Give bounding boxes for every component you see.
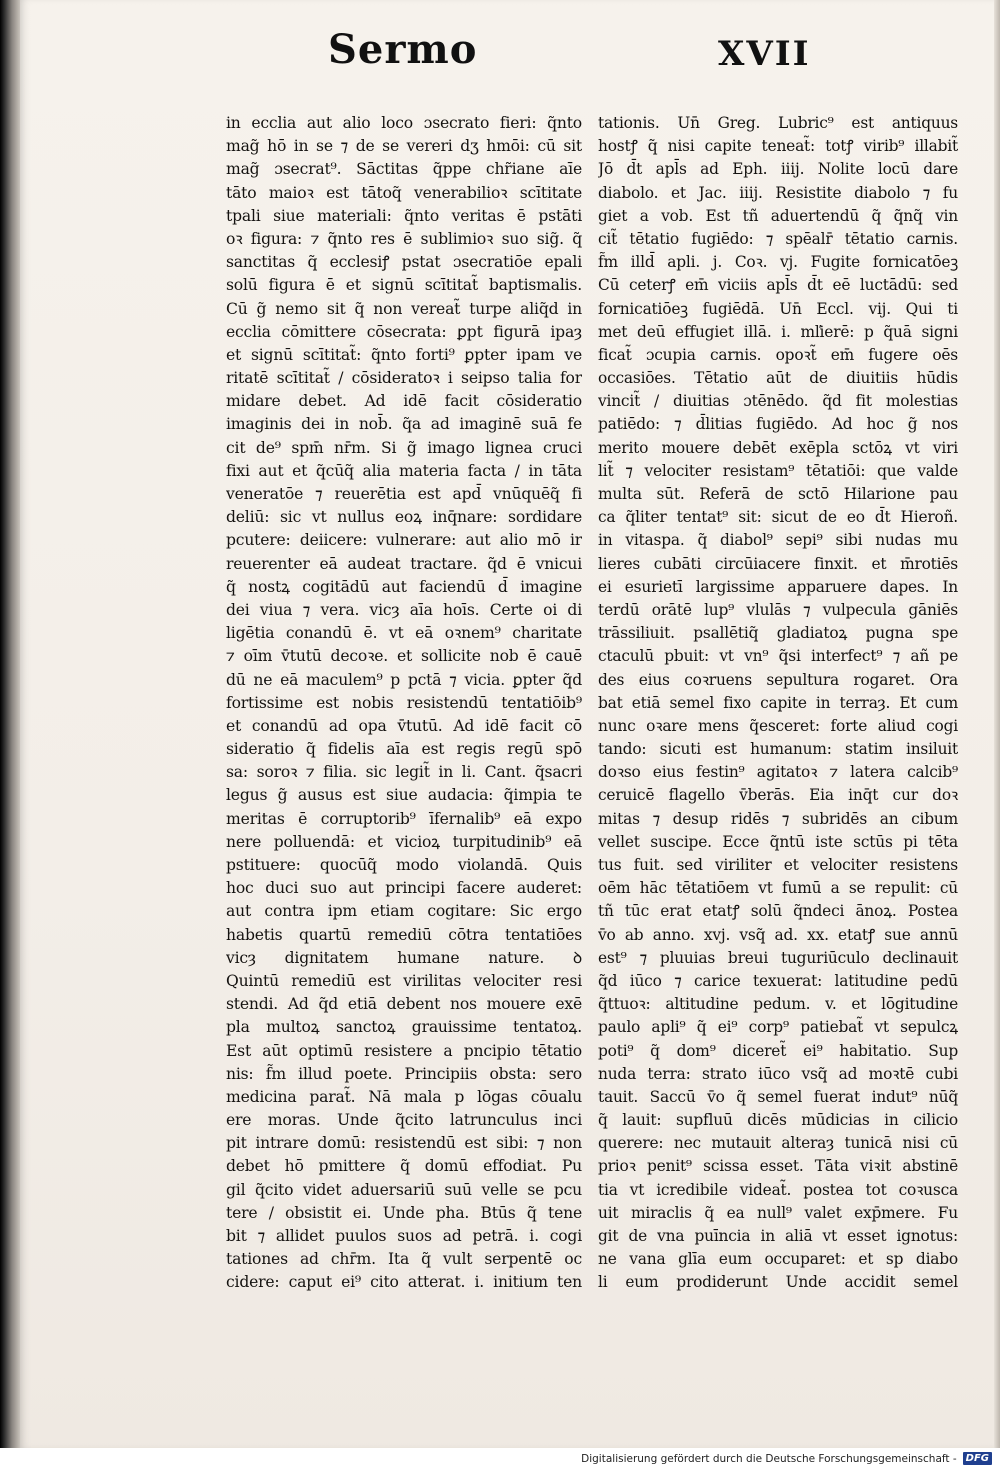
text-line: bit ⁊ allidet puulos suos ad petrā. i. cogi (226, 1227, 582, 1245)
text-line: nis: f̃m illud poete. Principiis obsta: sero (226, 1064, 582, 1083)
text-line: habetis quartū remediū cōtra tentatiōes (226, 925, 582, 944)
text-line: cit de⁹ spm̄ nr̄m. Si g̃ imago lignea cruci (226, 438, 582, 457)
dfg-logo: DFG (963, 1452, 992, 1465)
text-line: doꝛso eius festin⁹ agitatoꝛ ⁊ latera calcib⁹ (598, 763, 958, 782)
text-line: q̃ nostꝝ cogitādū aut faciendū d̄ imagine (226, 577, 582, 596)
text-line: tñ tūc erat etatꝭ solū q̃ndeci ānoꝝ. Postea (598, 902, 958, 921)
text-line: tus fuit. sed viriliter et velociter resistens (598, 856, 958, 874)
credit-text: Digitalisierung gefördert durch die Deutsche Forschungsgemeinschaft - (581, 1452, 957, 1465)
text-line: ca q̃liter tentat⁹ sit: sicut de eo d̄t Hieroñ. (598, 508, 958, 527)
text-line: tationis. Un̄ Greg. Lubric⁹ est antiquus (598, 114, 958, 132)
text-line: mitas ⁊ desup ridēs ⁊ subridēs an cibum (598, 809, 958, 828)
text-line: debet hō pmittere q̃ domū effodiat. Pu (226, 1157, 582, 1176)
scan-right-edge (994, 0, 1000, 1450)
text-line: gil q̃cito videt aduersariū suū velle se pcu (226, 1180, 582, 1199)
text-line: solū figura ē et signū scītitat̃ baptismalis. (226, 276, 582, 295)
text-line: Est aūt optimū resistere a pncipio tētatio (226, 1041, 582, 1060)
text-line: medicina parat̃. Nā mala p lōgas cōualu (226, 1087, 582, 1106)
text-line: fortissime est nobis resistendū tentatiōib⁹ (226, 693, 582, 712)
text-line: oēm hāc tētatiōem vt fumū a se repulit: cū (598, 879, 958, 898)
text-line: stendi. Ad q̃d etiā debent nos mouere exē (226, 995, 582, 1014)
text-line: cidere: caput ei⁹ cito atterat. i. initium ten (226, 1273, 582, 1292)
text-line: imaginis dei in nob̄. q̃a ad imaginē suā fe (226, 415, 582, 434)
text-line: sanctitas q̃ ecclesiꝭ pstat ɔsecratiōe epali (226, 253, 582, 272)
text-line: poti⁹ q̃ dom⁹ diceret̃ ei⁹ habitatio. Sup (598, 1041, 958, 1060)
text-line: git de vna puīncia in aliā vt esset ignotus: (598, 1227, 958, 1245)
text-line: diabolo. et Jac. iiij. Resistite diabolo ⁊ fu (598, 183, 958, 202)
text-line: trāssiliuit. psallētiq̃ gladiatoꝝ pugna spe (598, 624, 958, 643)
text-line: mag̃ ɔsecrat⁹. Sāctitas q̃ppe chr̃iane aīe (226, 160, 582, 179)
text-line: mag̃ hō in se ⁊ de se vereri dʒ hmōi: cū sit (226, 137, 582, 156)
text-line: tere / obsistit ei. Unde pha. Btūs q̃ tene (226, 1203, 582, 1222)
text-line: querere: nec mutauit alteraȝ tunicā nisi cū (598, 1134, 958, 1153)
text-line: dei viua ⁊ vera. vicȝ aīa hoīs. Certe oi di (226, 600, 582, 619)
digitization-credit (581, 1452, 992, 1465)
text-line: merito mouere debēt exēpla sctōꝝ vt viri (598, 438, 958, 457)
text-line: ere moras. Unde q̃cito latrunculus inci (226, 1111, 582, 1130)
text-line: sideratio q̃ fidelis aīa est regis regū spō (226, 740, 582, 759)
text-line: hostꝭ q̃ nisi capite teneat̃: totꝭ virib⁹ illabit̃ (598, 137, 958, 156)
text-column-left (226, 112, 582, 1295)
text-line: tationes ad chr̄m. Ita q̃ vult serpentē oc (226, 1250, 582, 1269)
text-line: hoc duci suo aut principi facere auderet: (226, 879, 582, 898)
text-line: tauit. Saccū v̄o q̃ semel fuerat indut⁹ nūq̃ (598, 1087, 958, 1106)
text-line: oꝛ figura: ⁊ q̃nto res ē sublimioꝛ suo sig̃. q̃ (226, 229, 582, 248)
text-line: vicȝ dignitatem humane nature. ꝺ (226, 948, 582, 967)
text-line: ficat̃ ɔcupia carnis. opoꝛt̃ em̄ fugere oēs (598, 345, 958, 364)
text-line: nuda terra: strato iūco vsq̃ ad moꝛtē cubi (598, 1064, 958, 1083)
text-line: fixi aut et q̃cūq̃ alia materia facta / in tāta (226, 461, 582, 480)
text-line: pla multoꝝ sanctoꝝ grauissime tentatoꝝ. (226, 1018, 582, 1037)
text-line: meritas ē corruptorib⁹ īfernalib⁹ eā expo (226, 809, 582, 828)
running-head-title: Sermo (328, 26, 478, 73)
text-line: patiēdo: ⁊ d̄litias fugiēdo. Ad hoc g̃ nos (598, 415, 958, 434)
text-line: tāto maioꝛ est tātoq̃ venerabilioꝛ scītitate (226, 183, 582, 202)
text-line: ⁊ oīm v̄tutū decoꝛe. et sollicite nob ē cauē (226, 647, 582, 666)
text-line: paulo apli⁹ q̃ ei⁹ corp⁹ patiebat̃ vt sepulcꝝ (598, 1018, 958, 1037)
text-line: veneratōe ⁊ reuerētia est apd̄ vnūquēq̃ fi (226, 485, 582, 503)
text-column-right (598, 112, 958, 1295)
text-line: Cū ceterꝭ em̄ viciis apl̄s d̄t eē luctādū: sed (598, 276, 958, 295)
text-line: midare debet. Ad idē facit cōsideratio (226, 392, 582, 411)
text-line: dū ne eā maculem⁹ p pctā ⁊ vicia. ꝑpter q̃d (226, 670, 582, 689)
folio-number: XVII (718, 34, 811, 74)
text-line: tando: sicuti est humanum: statim insiluit (598, 740, 958, 759)
text-line: f̃m illd̄ apli. j. Coꝛ. vj. Fugite fornicatōeꝫ (598, 253, 958, 272)
text-line: nere polluendā: et vicioꝝ turpitudinib⁹ eā (226, 832, 582, 851)
text-line: et signū scītitat̃: q̃nto forti⁹ ꝑpter ipam ve (226, 345, 582, 364)
text-line: in ecclia aut alio loco ɔsecrato fieri: q̃nto (226, 114, 582, 132)
text-line: lit̃ ⁊ velociter resistam⁹ tētatiōi: que valde (598, 461, 958, 480)
text-line: multa sūt. Referā de sctō Hilarione pau (598, 485, 958, 503)
text-line: ceruicē flagello v̄berās. Eia inq̄t cur doꝛ (598, 786, 958, 805)
text-line: met deū effugiet illā. i. mľierē: p q̃uā signi (598, 322, 958, 341)
text-line: Jō d̄t apl̄s ad Eph. iiij. Nolite locū dare (598, 160, 958, 179)
text-line: ctaculū pbuit: vt vn⁹ q̃si interfect⁹ ⁊ añ pe (598, 647, 958, 666)
text-line: reuerenter eā audeat tractare. q̃d ē vnicui (226, 554, 582, 573)
text-line: des eius coꝛruens sepultura rogaret. Ora (598, 670, 958, 689)
text-line: terdū orātē lup⁹ vlulās ⁊ vulpecula gāniēs (598, 600, 958, 619)
text-line: uit miraclis q̃ ea null⁹ valet exp̄mere. Fu (598, 1203, 958, 1222)
text-line: bat etiā semel fixo capite in terraȝ. Et cum (598, 693, 958, 712)
text-line: li eum prodiderunt Unde accidit semel (598, 1273, 958, 1292)
text-line: pcutere: deiicere: vulnerare: aut alio mō ir (226, 531, 582, 550)
text-line: Quintū remediū est virilitas velociter resi (226, 971, 582, 990)
text-line: q̃ttuoꝛ: altitudine pedum. v. et lōgitudine (598, 995, 958, 1014)
text-line: ligētia conandū ē. vt eā oꝛnem⁹ charitate (226, 624, 582, 643)
text-line: et conandū ad opa v̄tutū. Ad idē facit cō (226, 716, 582, 735)
text-line: sa: soroꝛ ⁊ filia. sic legit̃ in li. Cant. q̃sacri (226, 763, 582, 782)
text-line: Cū g̃ nemo sit q̃ non vereat̃ turpe aliq̃d in (226, 299, 582, 318)
text-line: deliū: sic vt nullus eoꝝ inq̄nare: sordidare (226, 508, 582, 527)
text-line: ritatē scītitat̃ / cōsideratoꝛ i seipso talia for (226, 369, 582, 388)
text-line: nunc oꝛare mens q̃esceret: forte aliud cogi (598, 716, 958, 735)
text-line: v̄o ab anno. xvj. vsq̃ ad. xx. etatꝭ sue annū (598, 925, 958, 944)
text-line: prioꝛ penit⁹ scissa esset. Tāta viꝛit abstinē (598, 1157, 958, 1176)
text-line: legus g̃ ausus est siue audacia: q̃impia te (226, 786, 582, 805)
text-line: vellet suscipe. Ecce q̃ntū iste sctūs pi tēta (598, 832, 958, 851)
text-line: q̃ lauit: supfluū dicēs mūdicias in cilicio (598, 1111, 958, 1130)
text-line: occasiōes. Tētatio aūt de diuitiis hūdis (598, 369, 958, 388)
text-line: in vitaspa. q̃ diabol⁹ sepi⁹ sibi nudas mu (598, 531, 958, 550)
text-line: pstituere: quocūq̃ modo violandā. Quis (226, 856, 582, 874)
text-line: fornicatiōeꝫ fugiēdā. Un̄ Eccl. vij. Qui ti (598, 299, 958, 318)
text-line: cit̃ tētatio fugiēdo: ⁊ spēalr̄ tētatio carnis. (598, 229, 958, 248)
text-line: giet a vob. Est tñ aduertendū q̃ q̃nq̃ vin (598, 206, 958, 225)
text-line: lieres cubāti circūiacere finxit. et m̄rotiēs (598, 554, 958, 573)
text-line: pit intrare domū: resistendū est sibi: ⁊ non (226, 1134, 582, 1153)
text-line: q̃d iūco ⁊ carice texuerat: latitudine pedū (598, 971, 958, 990)
text-line: aut contra ipm etiam cogitare: Sic ergo (226, 902, 582, 921)
text-line: ne vana glīa eum occuparet: et sp diabo (598, 1250, 958, 1269)
text-line: tpali siue materiali: q̃nto veritas ē pstāti (226, 206, 582, 225)
text-line: ei esurietī largissime apparuere dapes. In (598, 577, 958, 596)
text-line: est⁹ ⁊ pluuias breui tuguriūculo declinauit (598, 948, 958, 967)
text-line: ecclia cōmittere cōsecrata: ꝑpt figurā ipaȝ (226, 322, 582, 341)
text-line: tia vt icredibile videat̃. postea tot coꝛusca (598, 1180, 958, 1199)
text-line: vincit̃ / diuitias ɔtēnēdo. q̃d fit molestias (598, 392, 958, 411)
